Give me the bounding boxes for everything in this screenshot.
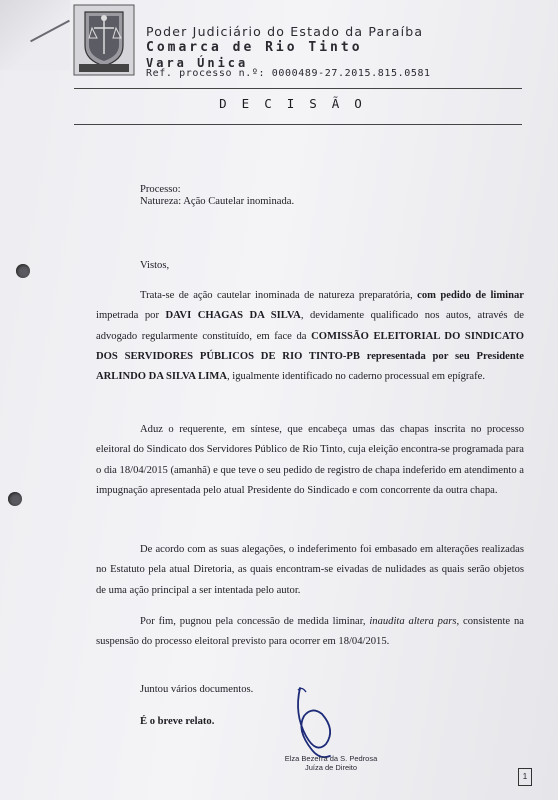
page-number: 1	[518, 768, 532, 786]
signature-caption	[276, 754, 386, 772]
natureza-line: Natureza: Ação Cautelar inominada.	[140, 196, 295, 207]
judge-role: Juíza de Direito	[304, 763, 358, 772]
paragraph-4: Por fim, pugnou pela concessão de medida liminar, inaudita altera pars, consistente na suspensão do processo eleitoral previsto para ocorrer em 18/04/2015.	[96, 616, 524, 648]
paragraph-2: Aduz o requerente, em síntese, que encabeça umas das chapas inscrita no processo eleitoral do Sindicato dos Servidores Público de Rio Tinto, cuja eleição encontra-se programada para o dia 18/04/2015 (amanhã) e que teve o seu pedido de registro de chapa indeferido em atendimento a impugnação apresentada pelo atual Presidente do Sindicado e com concorrente da outra chapa.	[96, 424, 525, 496]
process-reference: Ref. processo n.º: 0000489-27.2015.815.0581	[146, 68, 431, 79]
vara: Vara Única	[146, 56, 249, 70]
processo-label: Processo:	[140, 184, 181, 195]
paragraph-3: De acordo com as suas alegações, o indeferimento foi embasado em alterações realizadas no Estatuto pela atual Diretoria, as quais encontram-se eivadas de nulidades as quais serão objetos de uma ação principal a ser intentada pelo autor.	[96, 544, 524, 596]
court-seal-logo	[73, 4, 135, 76]
document-title: DECISÃO	[219, 96, 377, 111]
page-fold	[0, 0, 70, 70]
judge-name: Elza Bezerra da S. Pedrosa	[284, 754, 378, 763]
comarca: Comarca de Rio Tinto	[146, 40, 363, 55]
breve-relato: É o breve relato.	[140, 716, 215, 727]
header-rule-top	[74, 88, 522, 89]
header-rule-bottom	[74, 124, 522, 125]
court-name: Poder Judiciário do Estado da Paraíba	[146, 24, 424, 39]
juntou-line: Juntou vários documentos.	[140, 684, 254, 695]
vistos: Vistos,	[140, 260, 170, 271]
paragraph-1: Trata-se de ação cautelar inominada de natureza preparatória, com pedido de liminar impetrada por DAVI CHAGAS DA SILVA, devidamente qualificado nos autos, através de advogado regularmente constituído, em face da COMISSÃO ELEITORIAL DO SINDICATO DOS SERVIDORES PÚBLICOS DE RIO TINTO-PB representada por seu Presidente ARLINDO DA SILVA LIMA, igualmente identificado no caderno processual em epígrafe.	[96, 290, 525, 383]
handwritten-signature	[260, 684, 380, 764]
punch-hole-top	[16, 264, 30, 278]
punch-hole-bottom	[8, 492, 22, 506]
